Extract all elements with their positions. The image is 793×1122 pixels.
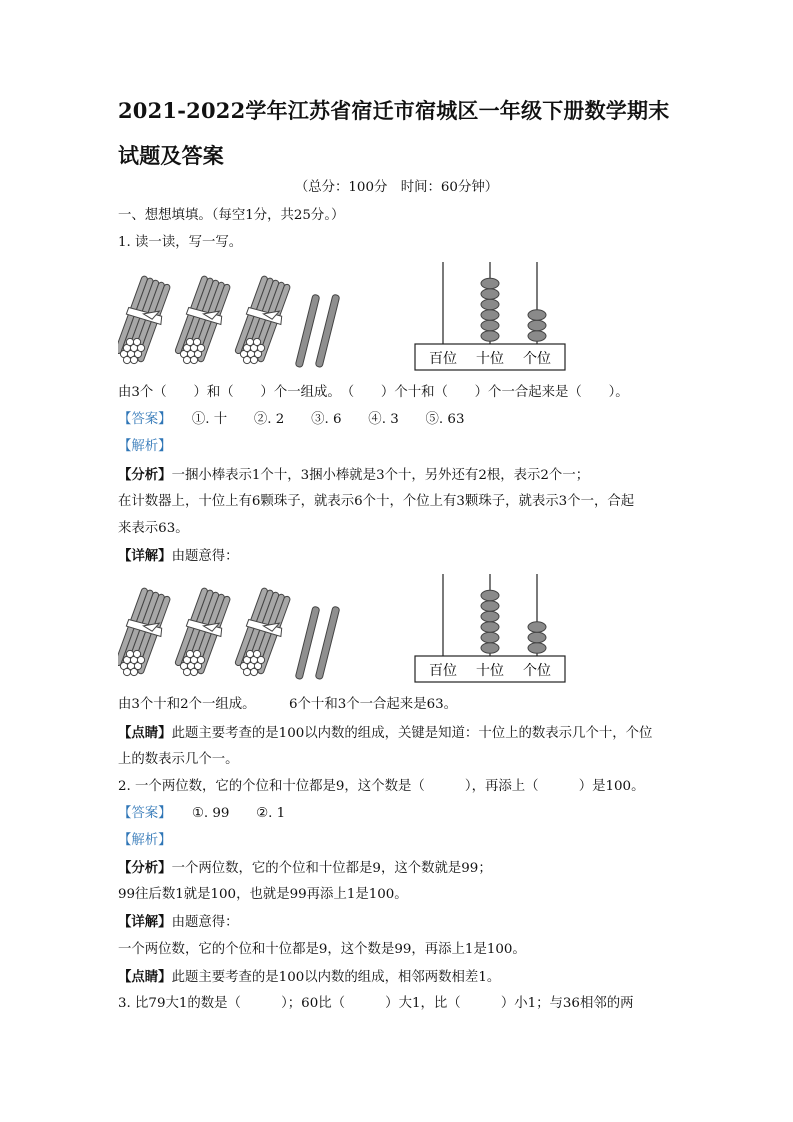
single-stick — [295, 606, 320, 679]
q2-stem: 2. 一个两位数，它的个位和十位都是9，这个数是（ ），再添上（ ）是100。 — [118, 779, 645, 794]
jiexi-tag: 【解析】 — [118, 833, 172, 848]
q1-detail-result: 由3个十和2个一组成。 6个十和3个一合起来是63。 — [118, 697, 458, 712]
detail-text: 由题意得： — [171, 549, 239, 564]
stick-bundles — [118, 275, 175, 364]
q1-answer: ①. 十 ②. 2 ③. 6 ④. 3 ⑤. 63 — [191, 412, 465, 427]
abacus — [415, 262, 565, 370]
answer-tag: 【答案】 — [118, 806, 172, 821]
detail-text: 由题意得： — [171, 915, 239, 930]
stick-bundle — [173, 587, 235, 676]
q1-analysis-1 — [118, 465, 589, 486]
q2-answer-row — [118, 804, 285, 824]
detail-tag: 【详解】 — [118, 548, 172, 564]
q2-answer: ①. 99 ②. 1 — [191, 806, 286, 821]
ones-bead — [528, 320, 546, 330]
detail-tag: 【详解】 — [118, 914, 172, 930]
label-hundreds: 百位 — [429, 663, 457, 679]
stick-bundle — [118, 275, 175, 364]
single-sticks — [295, 294, 340, 367]
q1-detail — [118, 546, 239, 567]
q1-stem: 1. 读一读，写一写。 — [118, 235, 243, 250]
single-stick — [315, 294, 340, 367]
stick-bundle — [173, 275, 235, 364]
q1-fill: 由3个（ ）和（ ）个一组成。 （ ）个十和（ ）个一合起来是（ ）。 — [118, 385, 629, 400]
ones-bead — [528, 643, 546, 653]
jiexi-tag: 【解析】 — [118, 439, 172, 454]
label-ones: 个位 — [523, 663, 551, 679]
stick-bundle — [233, 275, 295, 364]
tens-bead — [481, 632, 499, 642]
q2-analysis-2: 99往后数1就是100，也就是99再添上1是100。 — [118, 887, 408, 902]
tens-bead — [481, 320, 499, 330]
single-stick — [315, 606, 340, 679]
section-heading: 一、想想填填。（每空1分，共25分。） — [118, 208, 345, 223]
q2-analysis-1 — [118, 858, 492, 879]
ones-bead — [528, 331, 546, 341]
analysis-tag: 【分析】 — [118, 467, 172, 483]
dianjing-text: 此题主要考查的是100以内数的组成，相邻两数相差1。 — [171, 970, 501, 985]
stick-bundle — [118, 587, 175, 676]
analysis-text: 一捆小棒表示1个十，3捆小棒就是3个十，另外还有2根，表示2个一； — [171, 468, 590, 483]
ones-bead — [528, 310, 546, 320]
q1-detail-figure — [118, 570, 578, 692]
label-tens: 十位 — [476, 351, 504, 367]
tens-bead — [481, 611, 499, 621]
dianjing-tag: 【点睛】 — [118, 969, 172, 985]
q2-detail-result: 一个两位数，它的个位和十位都是9，这个数是99，再添上1是100。 — [118, 942, 526, 957]
ones-bead — [528, 632, 546, 642]
dianjing-tag: 【点睛】 — [118, 725, 172, 741]
single-sticks — [295, 606, 340, 679]
analysis-tag: 【分析】 — [118, 860, 172, 876]
tens-bead — [481, 331, 499, 341]
q1-dianjing-2: 上的数表示几个一。 — [118, 752, 239, 767]
q1-figure-svg — [118, 258, 578, 380]
tens-bead — [481, 289, 499, 299]
label-ones: 个位 — [523, 351, 551, 367]
single-stick — [295, 294, 320, 367]
answer-tag: 【答案】 — [118, 412, 172, 427]
q1-figure — [118, 258, 578, 380]
abacus — [415, 574, 565, 682]
ones-bead — [528, 622, 546, 632]
stick-bundle — [233, 587, 295, 676]
tens-bead — [481, 278, 499, 288]
q3-stem: 3. 比79大1的数是（ ）；60比（ ）大1，比（ ）小1；与36相邻的两 — [118, 996, 634, 1011]
label-tens: 十位 — [476, 663, 504, 679]
q1-detail-figure-svg — [118, 570, 578, 692]
q1-analysis-3: 来表示63。 — [118, 521, 189, 536]
tens-bead — [481, 299, 499, 309]
tens-bead — [481, 590, 499, 600]
q2-dianjing — [118, 967, 500, 988]
tens-bead — [481, 601, 499, 611]
tens-bead — [481, 310, 499, 320]
label-hundreds: 百位 — [429, 351, 457, 367]
analysis-text: 一个两位数，它的个位和十位都是9，这个数就是99； — [171, 861, 492, 876]
page-title: 2021-2022学年江苏省宿迁市宿城区一年级下册数学期末试题及答案 — [118, 98, 670, 168]
tens-bead — [481, 643, 499, 653]
exam-meta: （总分：100分 时间：60分钟） — [294, 180, 499, 195]
tens-bead — [481, 622, 499, 632]
q1-dianjing-1 — [118, 723, 652, 744]
dianjing-text: 此题主要考查的是100以内数的组成，关键是知道：十位上的数表示几个十，个位 — [171, 726, 653, 741]
q1-analysis-2: 在计数器上，十位上有6颗珠子，就表示6个十，个位上有3颗珠子，就表示3个一，合起 — [118, 494, 635, 509]
q2-detail — [118, 912, 239, 933]
q1-answer-row — [118, 410, 464, 430]
